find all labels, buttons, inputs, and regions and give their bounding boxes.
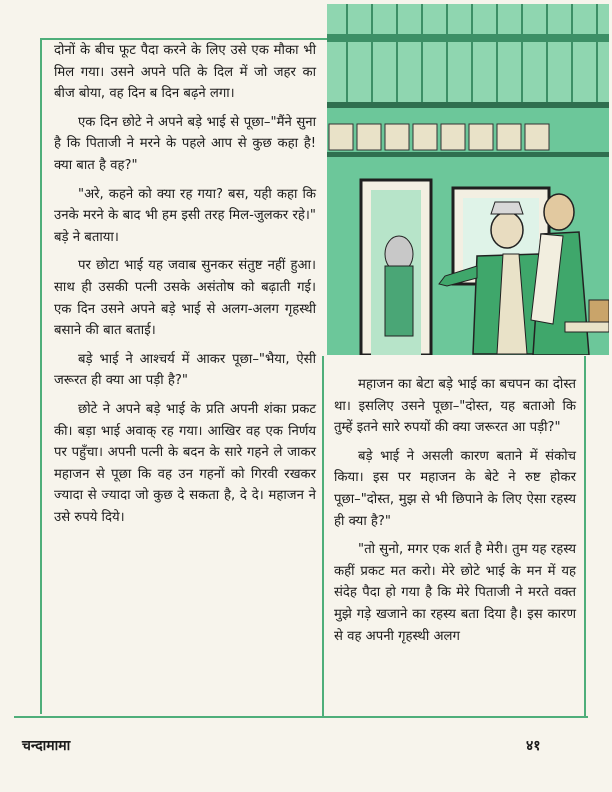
paragraph: एक दिन छोटे ने अपने बड़े भाई से पूछा–"मैंने सुना है कि पिताजी ने मरने के पहले आप से कुछ कहा है! क्या बात है वह?" <box>54 114 316 173</box>
illustration-svg <box>327 4 609 355</box>
paragraph: बड़े भाई ने असली कारण बताने में संकोच किया। इस पर महाजन के बेटे ने रुष्ट होकर पूछा–"दोस्त, मुझ से भी छिपाने के लिए ऐसा रहस्य ही क्या है?" <box>334 448 576 529</box>
column-divider <box>322 356 324 716</box>
left-text-column <box>54 40 316 535</box>
magazine-name: चन्दामामा <box>22 738 71 754</box>
paragraph: दोनों के बीच फूट पैदा करने के लिए उसे एक मौका भी मिल गया। उसने अपने पति के दिल में जो जहर का बीज बोया, वह दिन ब दिन बढ़ने लगा। <box>54 43 316 102</box>
paragraph: बड़े भाई ने आश्चर्य में आकर पूछा–"भैया, ऐसी जरूरत ही क्या आ पड़ी है?" <box>54 351 316 389</box>
paragraph: "तो सुनो, मगर एक शर्त है मेरी। तुम यह रहस्य कहीं प्रकट मत करो। मेरे छोटे भाई के मन में यह संदेह पैदा हो गया है कि मेरे पिताजी ने मरते वक्त मुझे गड़े खजाने का रहस्य बता दिया है। इस कारण से वह अपनी गृहस्थी अलग <box>334 542 576 644</box>
paragraph: "अरे, कहने को क्या रह गया? बस, यही कहा कि उनके मरने के बाद भी हम इसी तरह मिल-जुलकर रहे।" बड़े ने बताया। <box>54 186 316 245</box>
right-page-border <box>584 356 586 718</box>
paragraph: महाजन का बेटा बड़े भाई का बचपन का दोस्त था। इसलिए उसने पूछा–"दोस्त, यह बताओ कि तुम्हें इतने सारे रुपयों की क्या जरूरत आ पड़ी?" <box>334 377 576 436</box>
paragraph: पर छोटा भाई यह जवाब सुनकर संतुष्ट नहीं हुआ। साथ ही उसकी पत्नी उसके असंतोष को बढ़ाती गई। एक दिन उसने अपने बड़े भाई से अलग-अलग गृहस्थी बसाने की बात बताई। <box>54 258 316 339</box>
bottom-border <box>14 716 588 718</box>
right-text-column <box>334 374 576 654</box>
paragraph: छोटे ने अपने बड़े भाई के प्रति अपनी शंका प्रकट की। बड़ा भाई अवाक् रह गया। आखिर वह एक निर्णय पर पहुँचा। अपनी पत्नी के बदन के सारे गहने ले जाकर महाजन से पूछा कि वह उन गहनों को गिरवी रखकर ज्यादा से ज्यादा जो कुछ दे सकता है, दे दे। महाजन ने उसे रुपये दिये। <box>54 401 316 525</box>
story-illustration <box>327 4 609 355</box>
left-column-border <box>40 38 42 714</box>
page-number: ४१ <box>526 738 541 754</box>
